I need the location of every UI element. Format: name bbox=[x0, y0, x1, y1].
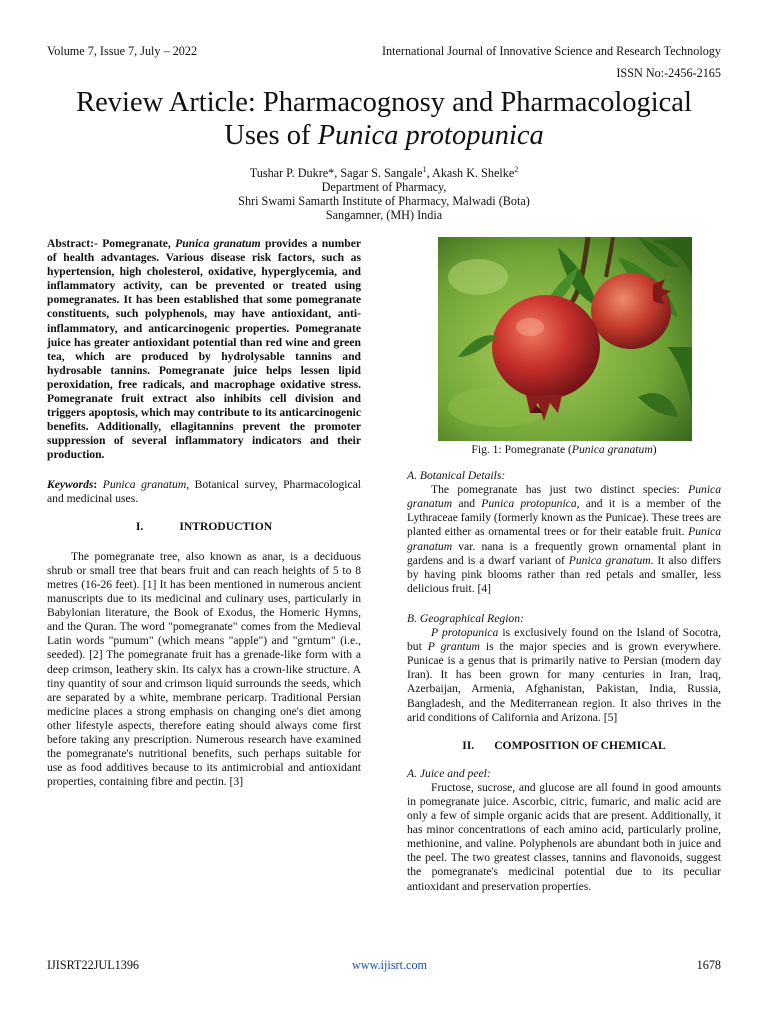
department: Department of Pharmacy, bbox=[321, 180, 447, 194]
caption-species: Punica granatum bbox=[571, 443, 653, 456]
journal-website-link[interactable]: www.ijisrt.com bbox=[352, 958, 428, 972]
keywords bbox=[47, 478, 361, 506]
journal-name-header: International Journal of Innovative Science and Research Technology bbox=[381, 44, 721, 58]
geographical-paragraph bbox=[407, 626, 721, 725]
botanical-species-4: Punica granatum bbox=[568, 553, 651, 567]
subheading-juice-and-peel: A. Juice and peel: bbox=[407, 766, 491, 780]
page-footer bbox=[47, 958, 721, 974]
affiliation-marker-1: 1 bbox=[422, 164, 427, 174]
institute: Shri Swami Samarth Institute of Pharmacy, Malwadi (Bota) bbox=[238, 194, 530, 208]
pomegranate-illustration bbox=[438, 237, 692, 441]
left-column bbox=[47, 237, 361, 789]
caption-suffix: ) bbox=[652, 443, 657, 456]
keywords-species: Punica granatum bbox=[97, 477, 187, 491]
botanical-paragraph bbox=[407, 483, 721, 596]
article-id: IJISRT22JUL1396 bbox=[47, 958, 140, 972]
botanical-species-2: Punica protopunica bbox=[481, 497, 577, 511]
author-block bbox=[134, 166, 634, 222]
section-title: INTRODUCTION bbox=[179, 519, 273, 533]
affiliation-marker-2: 2 bbox=[514, 164, 519, 174]
section-number: I. bbox=[135, 519, 144, 533]
article-title bbox=[30, 86, 738, 152]
author-names-part2: , Akash K. Shelke bbox=[426, 166, 515, 180]
botanical-text-1: The pomegranate has just two distinct species: bbox=[431, 483, 689, 497]
geo-species-2: P grantum bbox=[427, 640, 480, 654]
abstract-lead: Abstract:- Pomegranate, bbox=[47, 237, 176, 250]
right-column bbox=[407, 237, 721, 894]
page-number: 1678 bbox=[696, 958, 721, 972]
abstract-body: provides a number of health advantages. Various disease risk factors, such as hypertension, high cholesterol, oxidative, hyperglycemia, and inflammatory activity, can be prevented or treated using pomegranates. It has been established that some pomegranate constituents, such polyphenols, may have antioxidant, anti-inflammatory, and anticarcinogenic properties. Pomegranate juice has greater antioxidant potential than red wine and green tea, which are produced by hydrolysable tannins and hydrosable tannins. Pomegranate juice helps lessen lipid peroxidation, free radicals, and macrophage oxidative stress. Pomegranate fruit extract also inhibits cell division and triggers apoptosis, which may contribute to its anticarcinogenic benefits. Additionally, ellagitannins prevent the promoter suppression of several inflammatory indicators and their production. bbox=[47, 237, 362, 462]
figure-caption bbox=[407, 443, 721, 457]
botanical-species-3: Punica granatum bbox=[407, 525, 721, 553]
city: Sangamner, (MH) India bbox=[325, 208, 443, 222]
keywords-label: Keywords bbox=[47, 477, 94, 491]
juice-paragraph: Fructose, sucrose, and glucose are all found in good amounts in pomegranate juice. Ascorbic, citric, fumaric, and malic acid are only a few of simple organic acids that are present. Additionally, it has minor concentrations of each amino acid, particularly proline, methionine, and valine. Polyphenols are abundant both in juice and the peel. The two greatest classes, tannins and flavonoids, suggest the pomegranate's medicinal potential due to its peculiar antioxidant and preservation properties. bbox=[407, 780, 721, 893]
geo-text-2: is the major species and is grown everywhere. Punicae is a genus that is primarily native to Persian (modern day Iran). It has been grown for many centuries in Iran, Iraq, Azerbaijan, Armenia, Afghanistan, Pakistan, India, Russia, Bangladesh, and the Mediterranean region. It also thrives in the arid conditions of California and Arizona. [5] bbox=[407, 640, 722, 724]
geo-text-1: is exclusively found on the Island of Socotra, but bbox=[407, 626, 721, 654]
title-line-1: Review Article: Pharmacognosy and Pharmacological bbox=[76, 87, 692, 118]
title-species-name: Punica protopunica bbox=[317, 120, 544, 151]
volume-issue-header: Volume 7, Issue 7, July – 2022 bbox=[47, 44, 198, 58]
title-line-2-prefix: Uses of bbox=[224, 120, 318, 151]
abstract bbox=[47, 237, 361, 463]
author-names-part1: Tushar P. Dukre*, Sagar S. Sangale bbox=[249, 166, 423, 180]
pomegranate-photo bbox=[438, 237, 692, 441]
botanical-text-3: , and it is a member of the Lythraceae family (formerly known as the Punicae). These trees are planted either as ornamental trees or for their eatable fruit. bbox=[407, 497, 721, 539]
geo-species-1: P protopunica bbox=[431, 626, 499, 640]
botanical-species-1: Punica granatum bbox=[407, 483, 721, 511]
subheading-botanical-details: A. Botanical Details: bbox=[407, 469, 506, 483]
section-heading-composition bbox=[407, 739, 721, 753]
botanical-text-4: var. nana is a frequently grown ornamental plant in gardens and is a dwarf variant of bbox=[407, 539, 721, 567]
issn-number: ISSN No:-2456-2165 bbox=[616, 66, 721, 80]
caption-prefix: Fig. 1: Pomegranate ( bbox=[471, 443, 572, 456]
subheading-geographical-region: B. Geographical Region: bbox=[407, 611, 524, 625]
section-number: II. bbox=[462, 738, 475, 752]
introduction-paragraph: The pomegranate tree, also known as anar, is a deciduous shrub or small tree that bears fruit and can reach heights of 5 to 8 metres (16-26 feet). [1] It has been mentioned in numerous ancient manuscripts due to its medicinal and culinary uses, particularly in Babylonian literature, the Book of Exodus, the Homeric Hymns, and the Quran. The word "pomegranate" comes from the Medieval Latin words "pumum" (which means "apple") and "grntum" (i.e., seeded). [2] The pomegranate fruit has a grenade-like form with a deep crimson, leathery skin. Its calyx has a crown-like structure. A tiny quantity of sour and crimson liquid surrounds the seeds, which are separated by a white, membrane pericarp. Traditional Persian medicine places a strong emphasis on changing one's diet among other lifestyle aspects, therefore eating should always come first before taking any prescription. Numerous research have examined the pomegranate's nutritional benefits, such perhaps suitable for use as food additives because to its antimicrobial and antioxidant properties, containing fibre and pectin. [3] bbox=[47, 549, 361, 789]
keywords-colon: : bbox=[93, 477, 98, 491]
section-title: COMPOSITION OF CHEMICAL bbox=[494, 738, 666, 752]
botanical-text-2: and bbox=[452, 497, 482, 511]
botanical-text-5: . It also differs by having pink blooms rather than red petals and smaller, less delicious fruit. [4] bbox=[407, 553, 721, 595]
section-heading-introduction bbox=[47, 520, 361, 534]
keywords-rest: , Botanical survey, Pharmacological and medicinal uses. bbox=[47, 477, 362, 505]
author-names bbox=[134, 166, 634, 180]
abstract-species: Punica granatum bbox=[175, 237, 261, 250]
